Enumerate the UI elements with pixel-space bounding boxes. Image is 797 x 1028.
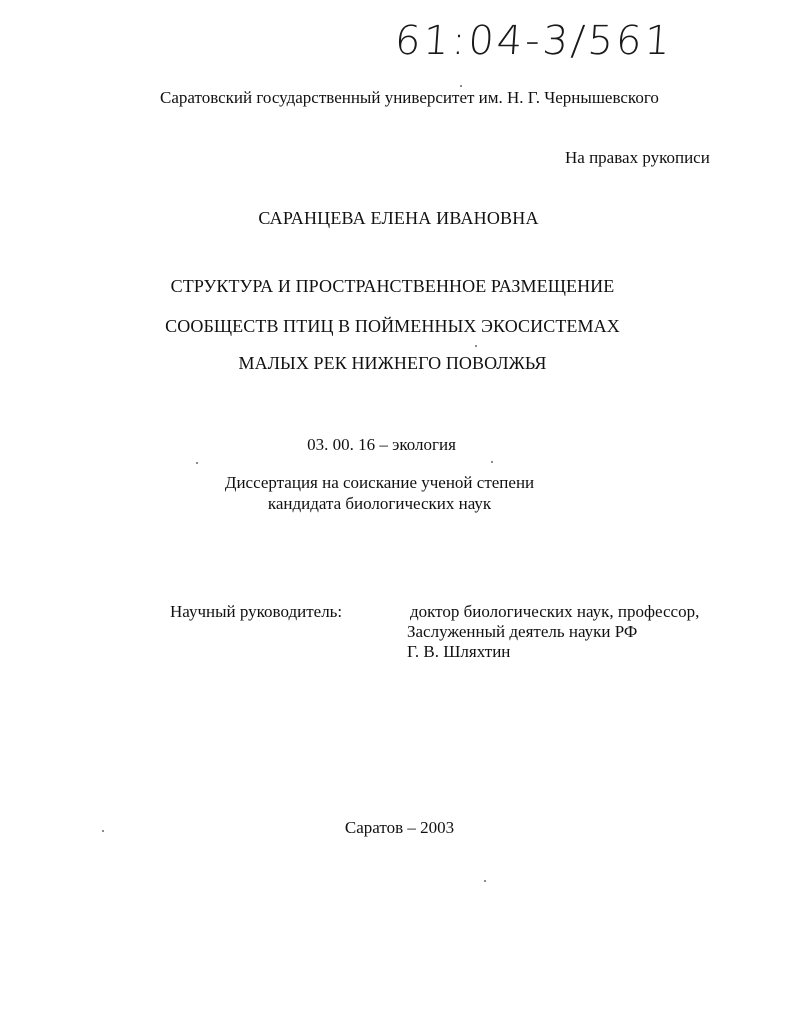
scan-speck bbox=[102, 830, 104, 832]
scan-speck bbox=[475, 345, 477, 347]
degree-line-1: Диссертация на соискание ученой степени bbox=[224, 473, 535, 492]
handwritten-archive-number: 61:04-3/561 bbox=[393, 18, 675, 64]
title-line: СТРУКТУРА И ПРОСТРАНСТВЕННОЕ РАЗМЕЩЕНИЕ bbox=[170, 276, 615, 296]
supervisor-name: Г. В. Шляхтин bbox=[407, 642, 511, 661]
author-name: САРАНЦЕВА ЕЛЕНА ИВАНОВНА bbox=[258, 208, 539, 228]
title-line: МАЛЫХ РЕК НИЖНЕГО ПОВОЛЖЬЯ bbox=[238, 353, 547, 373]
specialty-code: 03. 00. 16 – экология bbox=[307, 435, 456, 454]
city-year: Саратов – 2003 bbox=[344, 818, 455, 837]
degree-line-2: кандидата биологических наук bbox=[267, 494, 492, 513]
scan-speck bbox=[460, 85, 462, 87]
supervisor-label: Научный руководитель: bbox=[170, 602, 343, 621]
scan-speck bbox=[491, 461, 493, 463]
university-name: Саратовский государственный университет им. Н. Г. Чернышевского bbox=[160, 88, 659, 107]
title-line: СООБЩЕСТВ ПТИЦ В ПОЙМЕННЫХ ЭКОСИСТЕМАХ bbox=[165, 316, 620, 336]
manuscript-rights-note: На правах рукописи bbox=[565, 148, 710, 167]
scan-speck bbox=[196, 462, 198, 464]
scan-speck bbox=[484, 880, 486, 882]
supervisor-degree: доктор биологических наук, профессор, bbox=[410, 602, 700, 621]
supervisor-title: Заслуженный деятель науки РФ bbox=[407, 622, 638, 641]
